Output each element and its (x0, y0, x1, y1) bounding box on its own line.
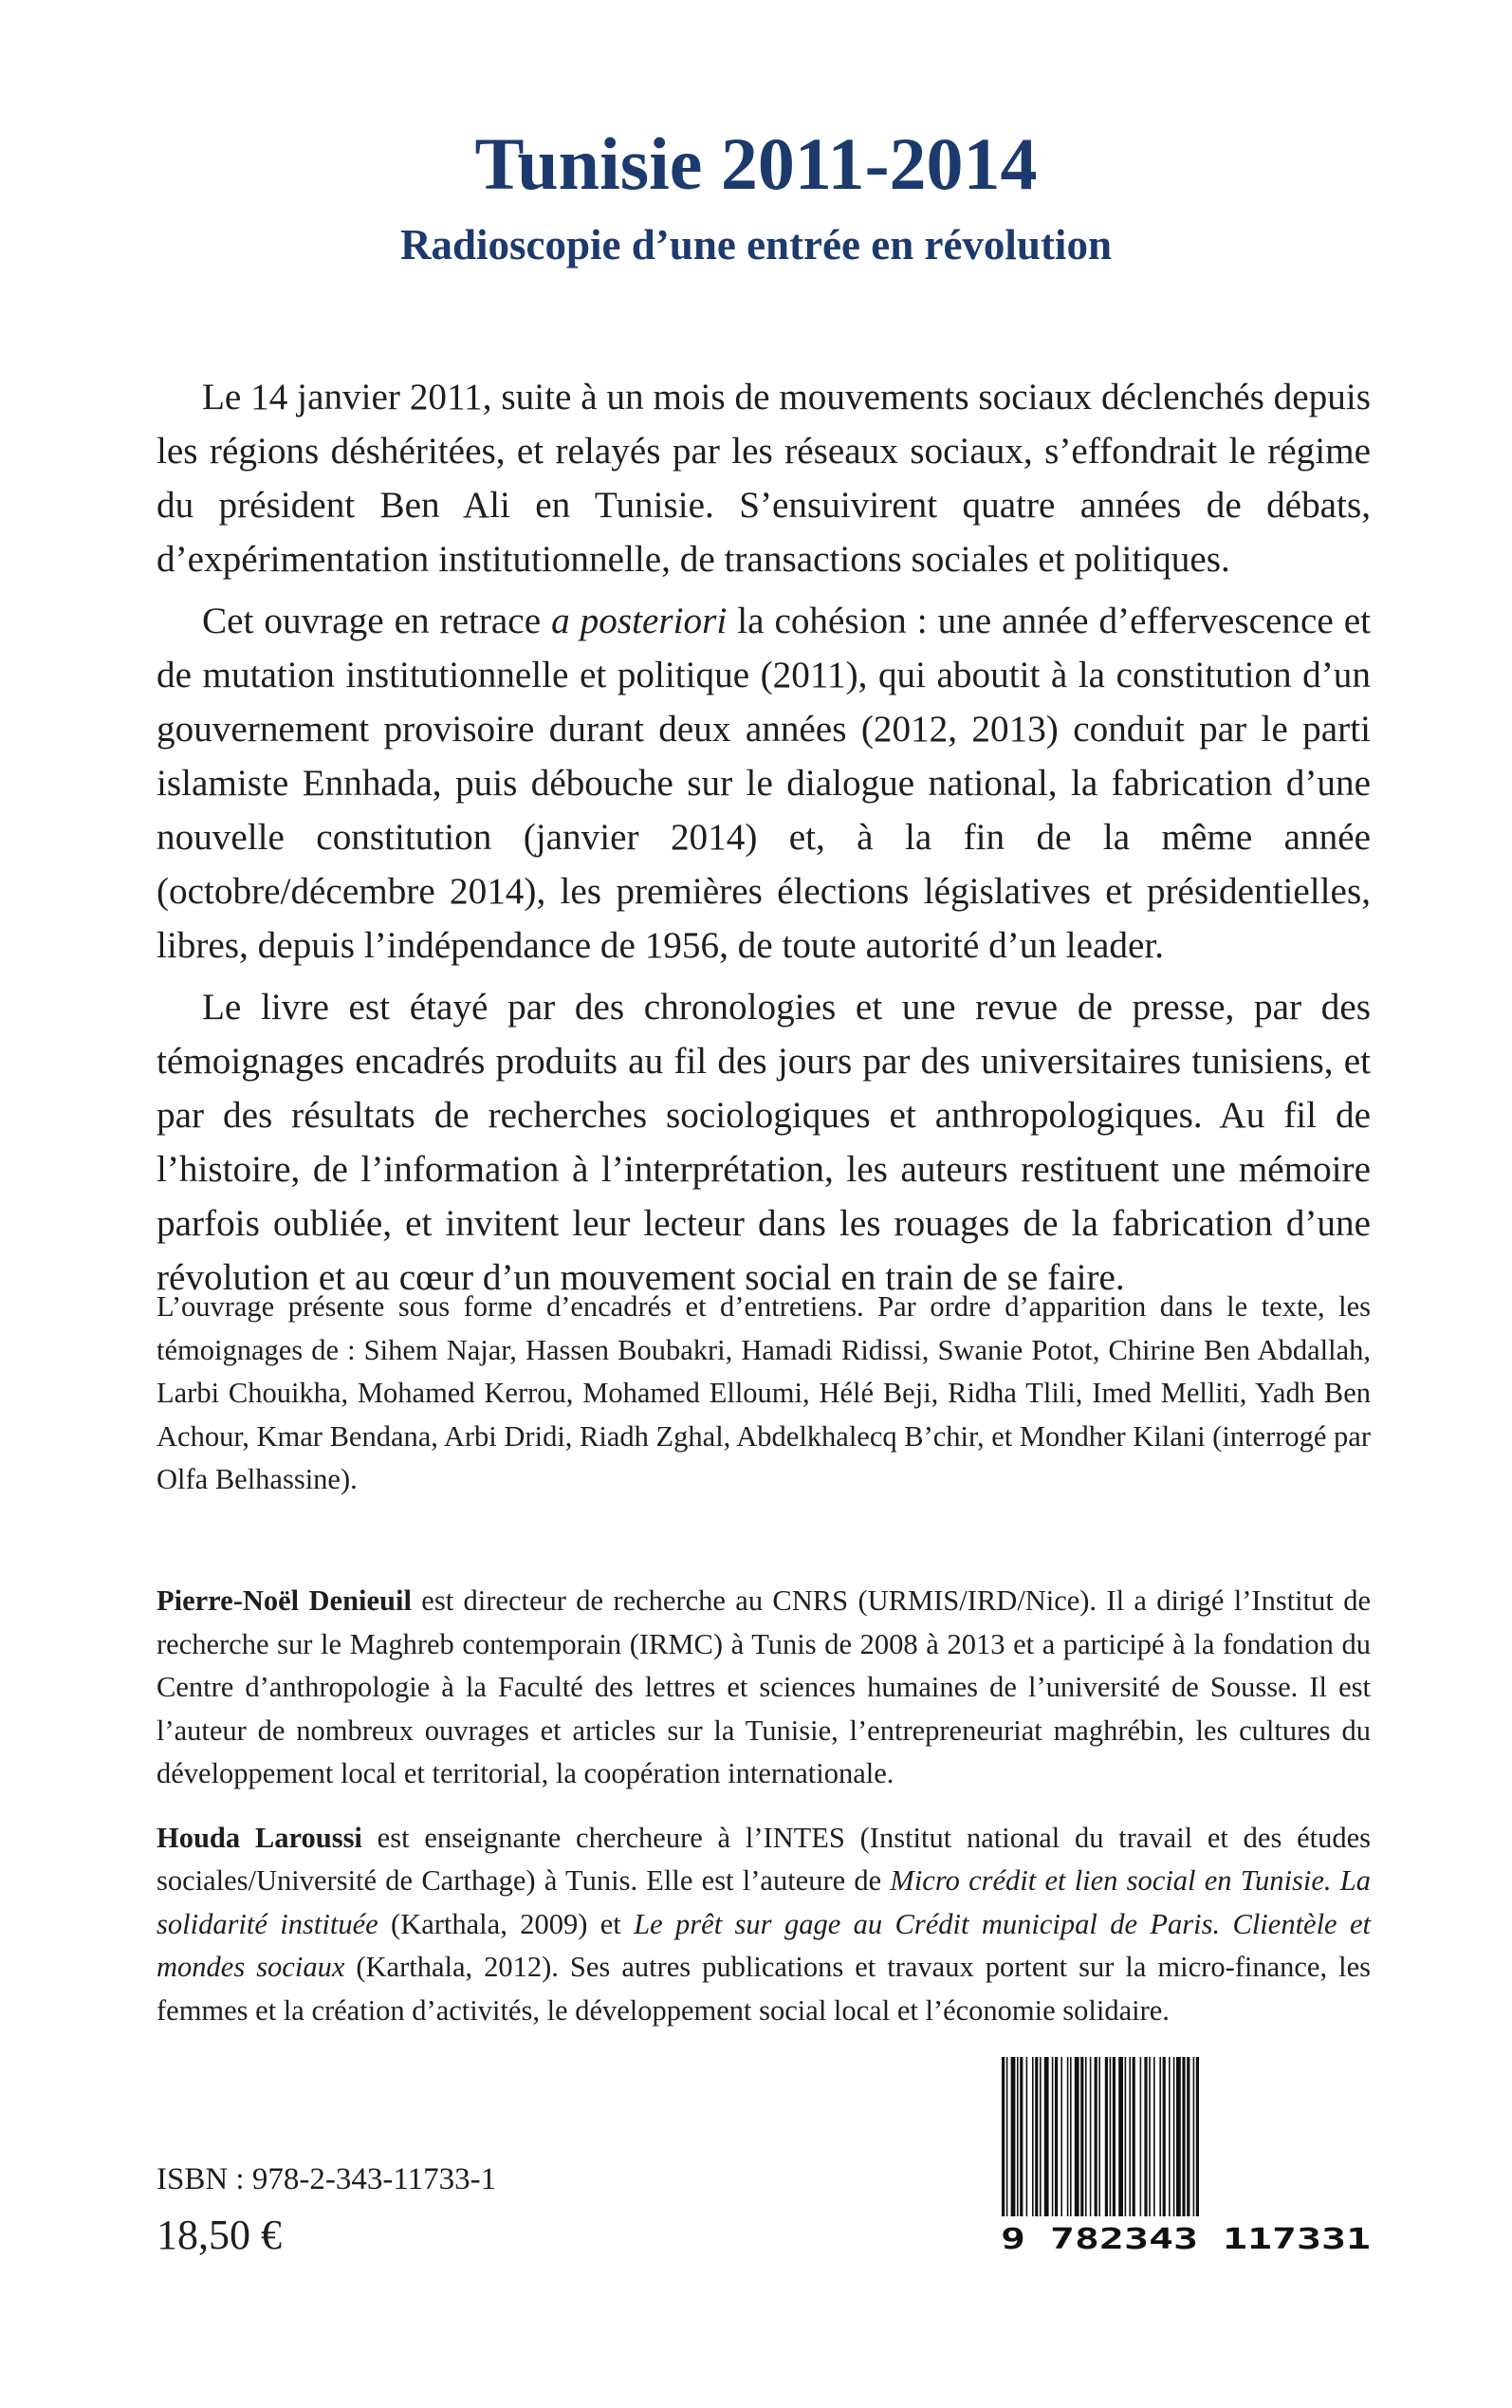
author-bio-2 (157, 1817, 1371, 2033)
author-name-2: Houda Laroussi (157, 1821, 362, 1854)
summary (157, 370, 1371, 1312)
barcode-bar (1040, 2057, 1042, 2216)
barcode-bar (1169, 2057, 1171, 2216)
summary-paragraph-2 (157, 594, 1371, 972)
barcode-bar (1133, 2057, 1135, 2216)
barcode-bar (1067, 2057, 1069, 2216)
contributors-text: L’ouvrage présente sous forme d’encadrés et d’entretiens. Par ordre d’apparition dans le texte, les témoignages de : Sihem Najar, Hassen Boubakri, Hamadi Ridissi, Swanie Potot, Chirine Ben Abdallah, Larbi Chouikha, Mohamed Kerrou, Mohamed Elloumi, Hélé Beji, Ridha Tlili, Imed Melliti, Yadh Ben Achour, Kmar Bendana, Arbi Dridi, Riadh Zghal, Abdelkhalecq B’chir, et Mondher Kilani (interrogé par Olfa Belhassine). (157, 1290, 1371, 1495)
barcode-bar (1144, 2057, 1147, 2216)
barcode-bar (1153, 2057, 1155, 2216)
barcode-bar (1020, 2057, 1023, 2216)
barcode-bar (1176, 2057, 1181, 2216)
book-subtitle: Radioscopie d’une entrée en révolution (400, 221, 1112, 269)
barcode-bar (1044, 2057, 1049, 2216)
price: 18,50 € (157, 2212, 282, 2258)
author-bio-2-text-1: est enseignante chercheure à l’INTES (Institut national du travail et des études sociales/Université de Carthage) à Tunis. Elle est l’auteure de (157, 1821, 1371, 1897)
barcode-bar (1011, 2057, 1016, 2216)
author-bios (157, 1580, 1371, 2053)
book-title: Tunisie 2011-2014 (474, 122, 1038, 205)
barcode-bar (1055, 2057, 1058, 2216)
barcode-bar (1125, 2057, 1127, 2216)
summary-paragraph-3: Le livre est étayé par des chronologies et une revue de presse, par des témoignages encadrés produits au fil des jours par des universitaires tunisiens, et par des résultats de recherches sociologiques et anthropologiques. Au fil de l’histoire, de l’information à l’interprétation, les auteurs restituent une mémoire parfois oubliée, et invitent leur lecteur dans les rouages de la fabrication d’une révolution et au cœur d’un mouvement social en train de se faire. (157, 987, 1371, 1298)
summary-p2-start: Cet ouvrage en retrace (202, 601, 552, 641)
summary-paragraph-1: Le 14 janvier 2011, suite à un mois de mouvements sociaux déclenchés depuis les régions déshéritées, et relayés par les réseaux sociaux, s’effondrait le régime du président Ben Ali en Tunisie. S’ensuivirent quatre années de débats, d’expérimentation institutionnelle, de transactions sociales et politiques. (157, 377, 1371, 580)
barcode-bar (1193, 2057, 1195, 2216)
author-name-1: Pierre-Noël Denieuil (157, 1584, 412, 1617)
author-bio-2-text-2: (Karthala, 2009) et (378, 1907, 635, 1940)
barcode-bar (1017, 2057, 1019, 2216)
barcode-bar (1060, 2057, 1062, 2216)
barcode (996, 2057, 1375, 2256)
barcode-bars (1002, 2057, 1199, 2216)
barcode-bar (1113, 2057, 1116, 2216)
barcode-bar (1182, 2057, 1185, 2216)
barcode-bar (1026, 2057, 1028, 2216)
barcode-bar (1187, 2057, 1189, 2216)
barcode-bar (1006, 2057, 1008, 2216)
author-bio-1 (157, 1580, 1371, 1796)
barcode-bar (1159, 2057, 1161, 2216)
barcode-bar (1085, 2057, 1087, 2216)
barcode-bar (1070, 2057, 1072, 2216)
summary-p2-italic: a posteriori (551, 601, 728, 641)
barcode-bar (1173, 2057, 1175, 2216)
barcode-bar (1095, 2057, 1097, 2216)
barcode-bar (1035, 2057, 1038, 2216)
summary-p2-end: la cohésion : une année d’effervescence et de mutation institutionnelle et politique (2011), qui aboutit à la constitution d’un gouvernement provisoire durant deux années (2012, 2013) conduit par le parti islamiste Ennhada, puis débouche sur le dialogue national, la fabrication d’une nouvelle constitution (janvier 2014) et, à la fin de la même année (octobre/décembre 2014), les premières élections législatives et présidentielles, libres, depuis l’indépendance de 1956, de toute autorité d’un leader. (157, 601, 1371, 966)
author-bio-2-text-3: (Karthala, 2012). Ses autres publications et travaux portent sur la micro-finance, les femmes et la création d’activités, le développement social local et l’économie solidaire. (157, 1951, 1371, 2027)
barcode-bar (1140, 2057, 1142, 2216)
barcode-bar (1075, 2057, 1079, 2216)
barcode-bar (1098, 2057, 1100, 2216)
barcode-bar (1196, 2057, 1199, 2216)
author-book-title-1: Micro crédit et lien social en Tunisie. La solidarité instituée (157, 1864, 1371, 1940)
barcode-bar (1129, 2057, 1131, 2216)
barcode-bar (1080, 2057, 1083, 2216)
barcode-bar (1163, 2057, 1166, 2216)
barcode-bar (1110, 2057, 1112, 2216)
barcode-bar (1118, 2057, 1123, 2216)
barcode-bar (1002, 2057, 1005, 2216)
contributors (157, 1286, 1371, 1502)
barcode-bar (1090, 2057, 1092, 2216)
author-book-title-2: Le prêt sur gage au Crédit municipal de Paris. Clientèle et mondes sociaux (157, 1907, 1371, 1983)
barcode-bar (1149, 2057, 1151, 2216)
barcode-digits: 9 782343 117331 (1001, 2223, 1371, 2256)
isbn: ISBN : 978-2-343-11733-1 (157, 2162, 497, 2196)
barcode-bar (1032, 2057, 1034, 2216)
barcode-bar (1105, 2057, 1108, 2216)
author-bio-1-text: est directeur de recherche au CNRS (URMIS/IRD/Nice). Il a dirigé l’Institut de recherche sur le Maghreb contemporain (IRMC) à Tunis de 2008 à 2013 et a participé à la fondation du Centre d’anthropologie à la Faculté des lettres et sciences humaines de l’université de Sousse. Il est l’auteur de nombreux ouvrages et articles sur la Tunisie, l’entrepreneuriat maghrébin, les cultures du développement local et territorial, la coopération internationale. (157, 1584, 1371, 1789)
barcode-bar (1052, 2057, 1054, 2216)
